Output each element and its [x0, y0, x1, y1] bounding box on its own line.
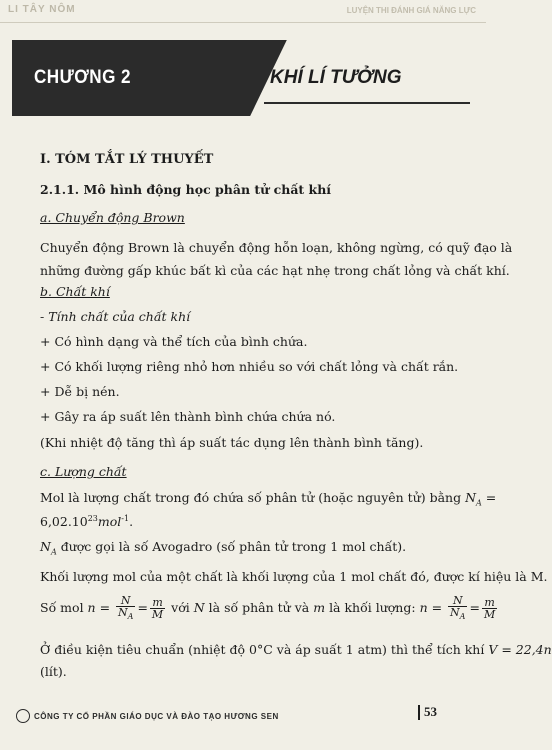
fraction-n-over-na-2: $\frac{N}{N_A}$ — [450, 594, 466, 622]
fraction-m-over-M-2: $\frac{m}{M}$ — [483, 596, 496, 622]
gas-property-item: + Dễ bị nén. — [40, 384, 120, 399]
section-heading: I. TÓM TẮT LÝ THUYẾT — [40, 152, 214, 167]
chapter-banner — [12, 40, 470, 116]
avogadro-definition: $N_A$ được gọi là số Avogadro (số phân tử trong 1 mol chất). — [40, 539, 407, 557]
mole-formula-line: Số mol n = $\frac{N}{N_A}$ = $\frac{m}{M}$ với N là số phân tử và m là khối lượng: n = $\frac{N}{N_A}$ = $\frac{m}{M}$ — [40, 594, 496, 622]
standard-conditions-line-1: Ở điều kiện tiêu chuẩn (nhiệt độ 0°C và áp suất 1 atm) thì thể tích khí V = 22,4n — [40, 642, 552, 657]
publisher-logo-icon — [16, 709, 30, 723]
subsection-heading: 2.1.1. Mô hình động học phân tử chất khí — [40, 182, 332, 197]
mol-definition-line-2: 6,02.10$^{23}$mol$^{-1}$. — [40, 514, 134, 530]
brown-text-line-2: những đường gấp khúc bất kì của các hạt nhẹ trong chất lỏng và chất khí. — [40, 263, 510, 278]
page-footer — [0, 700, 486, 750]
publisher-name: CÔNG TY CỔ PHẦN GIÁO DỤC VÀ ĐÀO TẠO HƯƠNG SEN — [34, 712, 279, 721]
brown-text-line-1: Chuyển động Brown là chuyển động hỗn loạn, không ngừng, có quỹ đạo là — [40, 240, 513, 255]
gas-property-item: + Gây ra áp suất lên thành bình chứa chứa nó. — [40, 409, 336, 424]
page-number: 53 — [424, 704, 437, 719]
header-right-text: LUYỆN THI ĐÁNH GIÁ NĂNG LỰC — [346, 6, 476, 15]
mol-definition-line-1: Mol là lượng chất trong đó chứa số phân tử (hoặc nguyên tử) bằng $N_A$ = — [40, 490, 497, 508]
gas-heading: b. Chất khí — [40, 284, 110, 299]
fraction-m-over-M: $\frac{m}{M}$ — [151, 596, 164, 622]
gas-property-item: + Có khối lượng riêng nhỏ hơn nhiều so với chất lỏng và chất rắn. — [40, 359, 459, 374]
brown-heading: a. Chuyển động Brown — [40, 210, 185, 225]
amount-heading: c. Lượng chất — [40, 464, 127, 479]
chapter-title-rule — [264, 102, 470, 104]
gas-properties-subheading: - Tính chất của chất khí — [40, 309, 191, 324]
standard-conditions-line-2: (lít). — [40, 664, 67, 679]
gas-property-note: (Khi nhiệt độ tăng thì áp suất tác dụng lên thành bình tăng). — [40, 435, 424, 450]
gas-property-item: + Có hình dạng và thể tích của bình chứa. — [40, 334, 308, 349]
page-number-bar — [418, 705, 420, 720]
chapter-label: CHƯƠNG 2 — [34, 67, 131, 88]
header-left-text: LI TÂY NÔM — [8, 4, 76, 15]
avogadro-symbol: $N_A$ — [465, 490, 482, 508]
running-header — [0, 0, 486, 23]
fraction-n-over-na: $\frac{N}{N_A}$ — [118, 594, 134, 622]
chapter-title: KHÍ LÍ TƯỞNG — [270, 67, 402, 88]
molar-mass-definition: Khối lượng mol của một chất là khối lượng của 1 mol chất đó, được kí hiệu là M. — [40, 569, 548, 584]
